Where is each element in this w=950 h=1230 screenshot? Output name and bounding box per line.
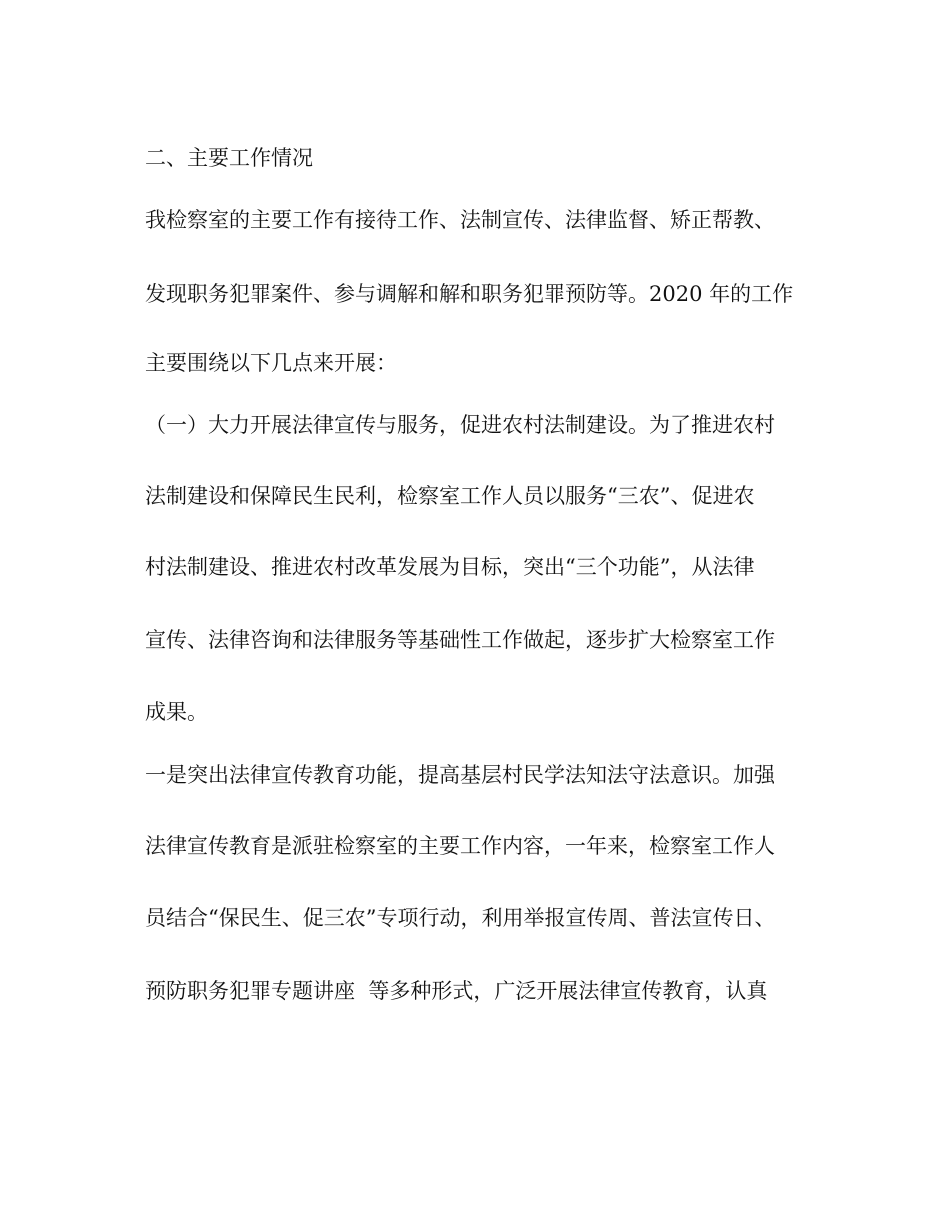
subsection-heading-line: （一）大力开展法律宣传与服务，促进农村法制建设。为了推进农村	[145, 413, 775, 437]
section-heading: 二、主要工作情况	[145, 146, 313, 170]
paragraph-line: 法律宣传教育是派驻检察室的主要工作内容，一年来，检察室工作人	[145, 834, 775, 858]
paragraph-line: 员结合“保民生、促三农”专项行动，利用举报宣传周、普法宣传日、	[145, 906, 776, 930]
paragraph-line: 发现职务犯罪案件、参与调解和解和职务犯罪预防等。2020 年的工作	[145, 282, 794, 306]
paragraph-line: 一是突出法律宣传教育功能，提高基层村民学法知法守法意识。加强	[145, 763, 775, 787]
paragraph-line: 宣传、法律咨询和法律服务等基础性工作做起，逐步扩大检察室工作	[145, 628, 775, 652]
paragraph-line: 主要围绕以下几点来开展：	[145, 351, 397, 375]
paragraph-line: 法制建设和保障民生民利，检察室工作人员以服务“三农”、促进农	[145, 484, 755, 508]
paragraph-line: 成果。	[145, 700, 208, 724]
paragraph-line: 预防职务犯罪专题讲座 等多种形式，广泛开展法律宣传教育，认真	[145, 979, 768, 1003]
paragraph-line: 我检察室的主要工作有接待工作、法制宣传、法律监督、矫正帮教、	[145, 208, 775, 232]
paragraph-line: 村法制建设、推进农村改革发展为目标，突出“三个功能”，从法律	[145, 555, 755, 579]
